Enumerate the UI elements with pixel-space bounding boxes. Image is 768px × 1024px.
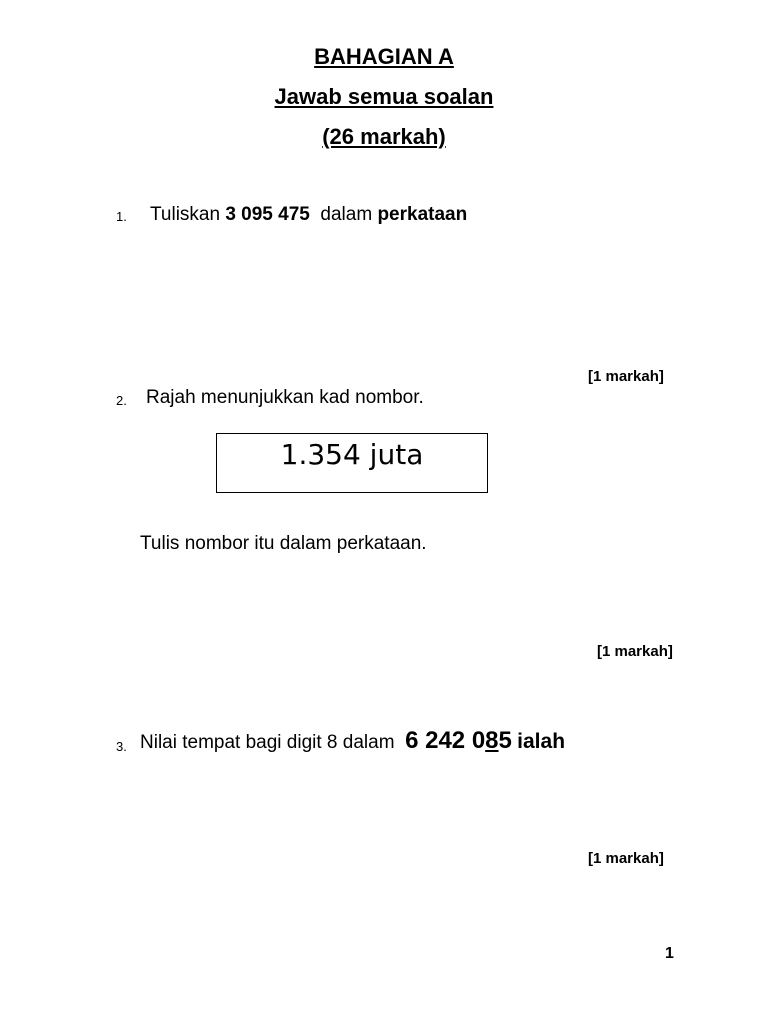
question-1-figure: 3 095 475 [225, 204, 310, 225]
total-marks-title: (26 markah) [322, 124, 446, 149]
question-2-marks: [1 markah] [597, 643, 673, 660]
question-3-text-part1: Nilai tempat bagi digit 8 dalam [140, 732, 395, 753]
question-2-text: Rajah menunjukkan kad nombor. [146, 387, 424, 408]
instruction-title: Jawab semua soalan [274, 84, 494, 109]
question-3-figure-part2: 5 [498, 727, 512, 754]
number-card-value: 1.354 juta [280, 438, 424, 471]
question-2-instruction: Tulis nombor itu dalam perkataan. [140, 533, 427, 554]
question-3-number: 3. [116, 739, 127, 754]
question-3-figure-part1: 6 242 0 [405, 727, 486, 754]
page-number: 1 [665, 945, 674, 962]
question-3-text-part2: ialah [517, 730, 566, 753]
question-3-figure [405, 727, 512, 754]
question-1-text [150, 204, 467, 226]
question-3-text [140, 727, 565, 755]
question-2-number: 2. [116, 393, 127, 408]
question-1-number: 1. [116, 209, 127, 224]
question-1-text-part1: Tuliskan [150, 204, 226, 225]
question-3-marks: [1 markah] [588, 850, 664, 867]
question-3-underlined-digit: 8 [485, 727, 499, 754]
section-title: BAHAGIAN A [314, 44, 454, 69]
question-1-marks: [1 markah] [588, 368, 664, 385]
question-1-text-part2: dalam [320, 204, 378, 225]
question-1-keyword: perkataan [377, 204, 468, 225]
number-card [216, 433, 488, 493]
